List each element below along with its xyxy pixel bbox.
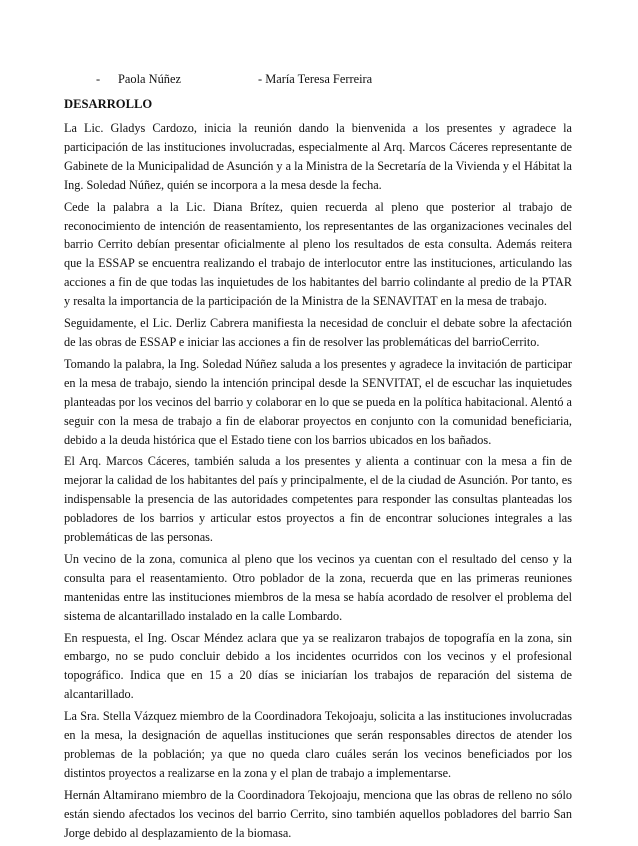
paragraph: Hernán Altamirano miembro de la Coordinadora Tekojoaju, menciona que las obras de relleno no sólo están siendo afectados los vecinos del barrio Cerrito, sino también aquellos pobladores del barrio San Jorge debido al desplazamiento de la biomasa.	[64, 787, 572, 840]
attendee-name: Paola Núñez	[118, 72, 181, 86]
attendee-list-line	[64, 70, 572, 88]
paragraph: Cede la palabra a la Lic. Diana Brítez, quien recuerda al pleno que posterior al trabajo de reconocimiento de intención de reasentamiento, los representantes de las organizaciones vecinales del barrio Cerrito debían presentar oficialmente al pleno los resultados de esta consulta. Además reitera que la ESSAP se encuentra realizando el trabajo de interlocutor entre las instituciones, articulando las acciones a fin de que todas las inquietudes de los habitantes del barrio colindante al predio de la PTAR y resalta la importancia de la participación de la Ministra de la SENAVITAT en la mesa de trabajo.	[64, 199, 572, 309]
paragraph: El Arq. Marcos Cáceres, también saluda a los presentes y alienta a continuar con la mesa a fin de mejorar la calidad de los habitantes del país y principalmente, el de la ciudad de Asunción. Por tanto, es indispensable la presencia de las autoridades competentes para responder las consultas planteadas los pobladores de los barrios y articular estos proyectos a fin de encontrar soluciones integrales a las problemáticas de las personas.	[64, 454, 572, 545]
document-page	[64, 70, 572, 846]
paragraph: La Lic. Gladys Cardozo, inicia la reunión dando la bienvenida a los presentes y agradece la participación de las instituciones involucradas, especialmente al Arq. Marcos Cáceres representante de Gabinete de la Municipalidad de Asunción y a la Ministra de la Secretaría de la Vivienda y el Hábitat la Ing. Soledad Núñez, quién se incorpora a la mesa desde la fecha.	[64, 121, 572, 192]
paragraph: La Sra. Stella Vázquez miembro de la Coordinadora Tekojoaju, solicita a las instituciones involucradas en la mesa, la designación de aquellas instituciones que serán responsables directos de atender los problemas de la población; ya que no queda claro cuáles serán los vecinos beneficiados por los distintos proyectos a realizarse en la zona y el plan de trabajo a implementarse.	[64, 709, 572, 780]
paragraph: En respuesta, el Ing. Oscar Méndez aclara que ya se realizaron trabajos de topografía en la zona, sin embargo, no se pudo concluir debido a los incidentes ocurridos con los vecinos y el profesional topográfico. Indica que en 15 a 20 días se iniciarían los trabajos de reparación del sistema de alcantarillado.	[64, 630, 572, 702]
section-heading: DESARROLLO	[64, 97, 153, 111]
list-dash: -	[96, 72, 101, 86]
paragraph: Tomando la palabra, la Ing. Soledad Núñez saluda a los presentes y agradece la invitación de participar en la mesa de trabajo, siendo la intención principal desde la SENVITAT, el de escuchar las inquietudes planteadas por los vecinos del barrio y colaborar en lo que se pueda en la política habitacional. Alentó a seguir con la mesa de trabajo a fin de elaborar proyectos en conjunto con la comunidad beneficiaria, debido a la deuda histórica que el Estado tiene con los barrios ubicados en los bañados.	[64, 356, 572, 447]
paragraph: Seguidamente, el Lic. Derliz Cabrera manifiesta la necesidad de concluir el debate sobre la afectación de las obras de ESSAP e iniciar las acciones a fin de resolver las problemáticas del barrioCerrito.	[64, 316, 572, 349]
paragraph: Un vecino de la zona, comunica al pleno que los vecinos ya cuentan con el resultado del censo y la consulta para el reasentamiento. Otro poblador de la zona, recuerda que en las primeras reuniones mantenidas entre las instituciones miembros de la mesa se había acordado de resolver el problema del sistema de alcantarillado instalado en la calle Lombardo.	[64, 551, 572, 623]
attendee-name: - María Teresa Ferreira	[258, 72, 373, 86]
